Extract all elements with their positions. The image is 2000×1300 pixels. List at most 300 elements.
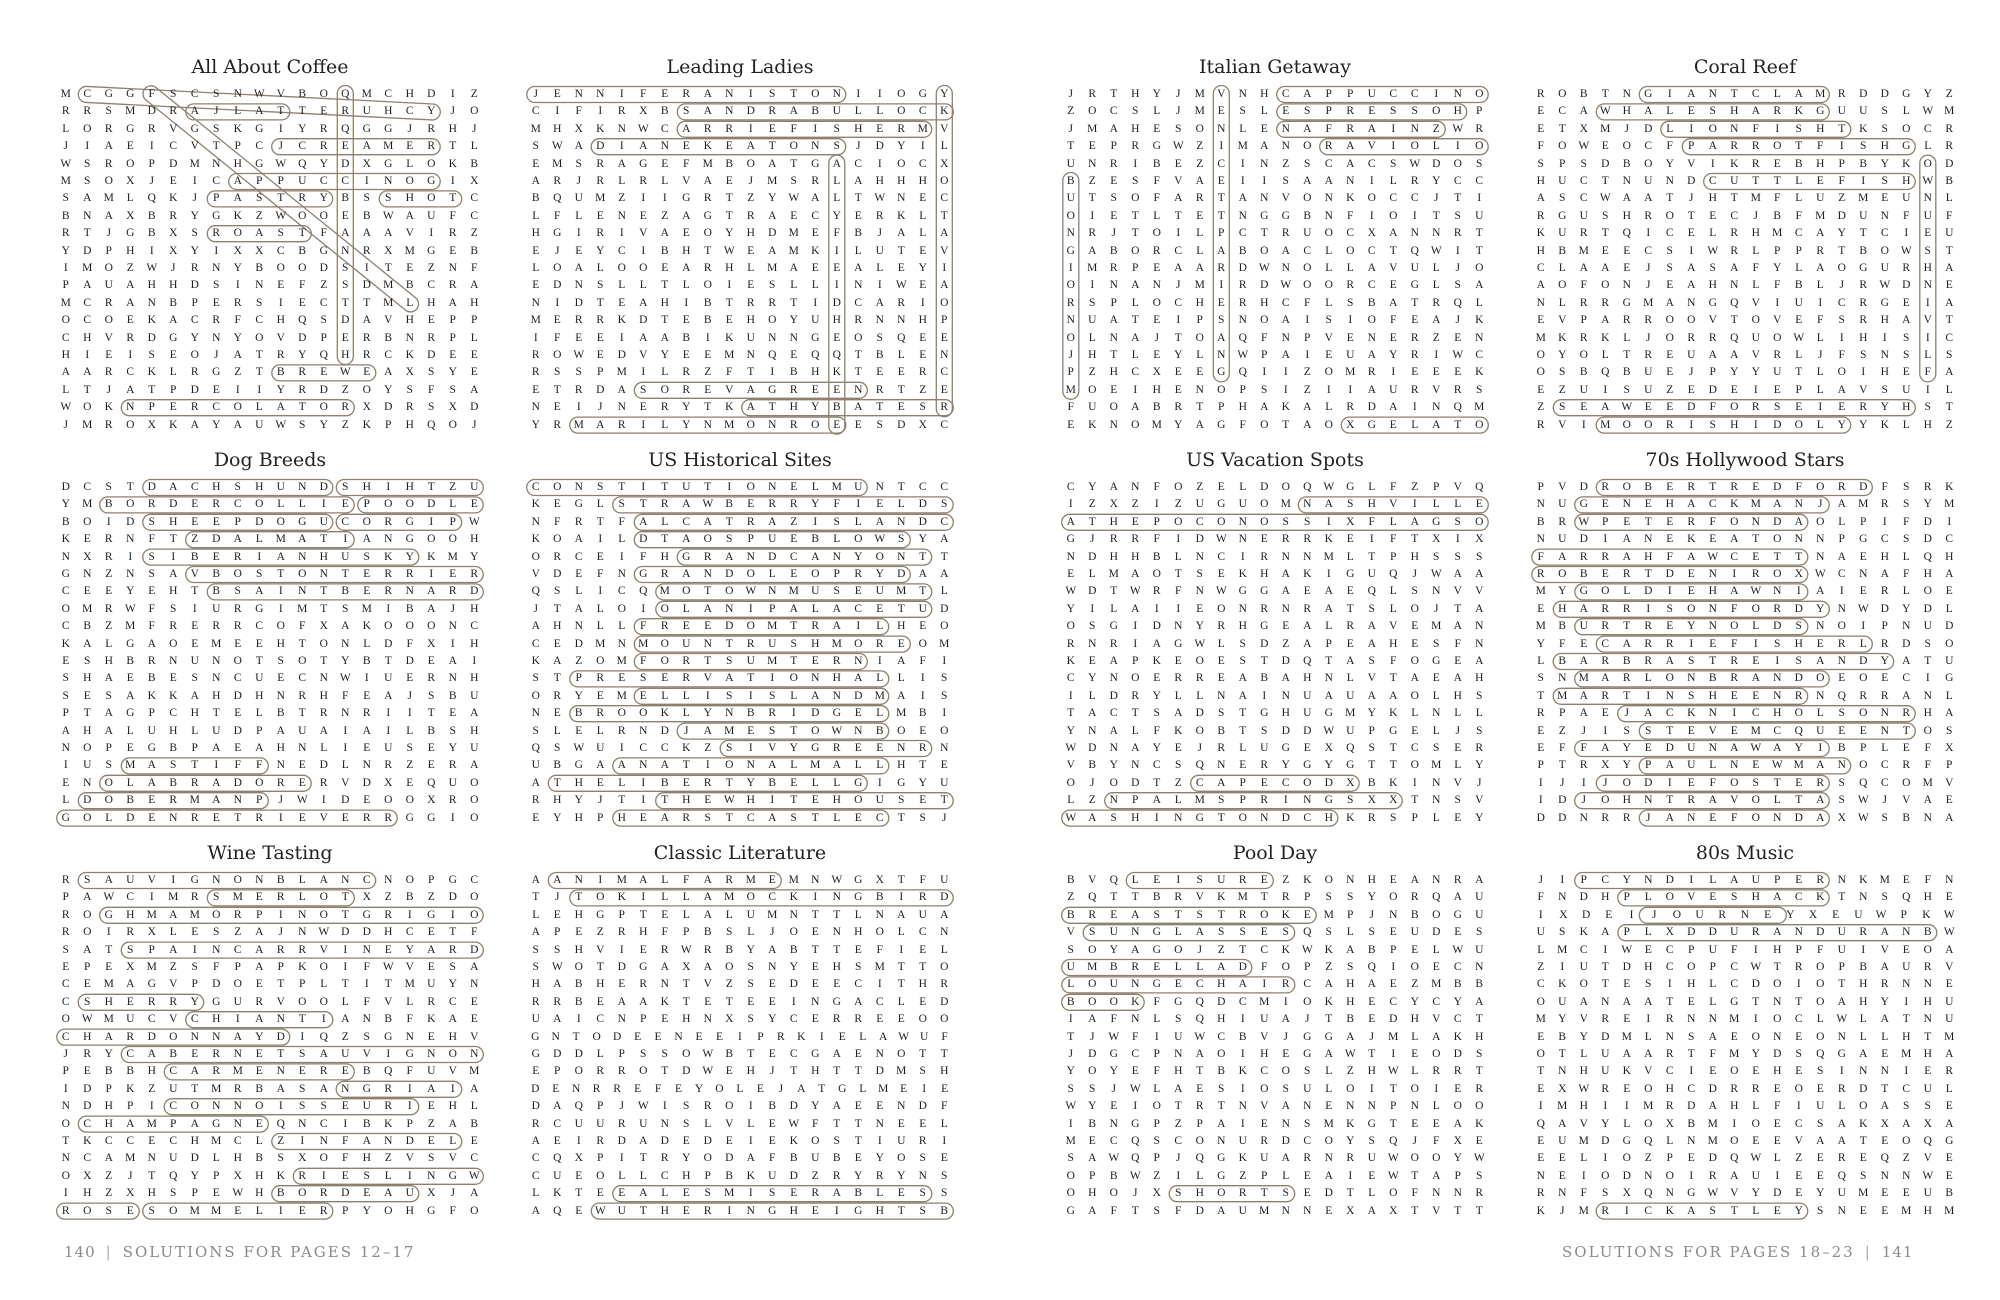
grid-letter: Y [190, 244, 199, 257]
grid-letter: E [1153, 262, 1161, 274]
grid-letter: O [212, 908, 221, 921]
grid-letter: E [1153, 672, 1161, 685]
grid-letter: E [1239, 759, 1247, 772]
grid-letter: S [62, 672, 69, 685]
grid-letter: O [61, 602, 70, 615]
grid-letter: I [278, 585, 283, 598]
grid-letter: G [1281, 209, 1290, 222]
grid-row [1060, 976, 1490, 993]
grid-letter: O [1303, 776, 1312, 789]
grid-letter: I [856, 498, 861, 511]
grid-letter: C [531, 1152, 540, 1165]
grid-letter: X [126, 1187, 135, 1200]
grid-letter: B [725, 498, 734, 511]
grid-letter: T [897, 602, 905, 615]
grid-letter: I [920, 140, 925, 153]
grid-letter: S [449, 383, 456, 396]
grid-letter: R [1453, 383, 1462, 396]
grid-letter: Z [470, 88, 478, 100]
grid-letter: D [1794, 811, 1803, 824]
grid-letter: R [384, 515, 393, 528]
grid-letter: T [341, 978, 349, 991]
grid-letter: E [1795, 874, 1803, 886]
grid-letter: O [1644, 157, 1653, 170]
grid-letter: O [362, 383, 371, 396]
grid-letter: U [897, 1135, 906, 1147]
grid-letter: Y [1558, 1013, 1567, 1026]
grid-letter: Q [1367, 961, 1376, 973]
grid-letter: T [1260, 227, 1268, 240]
grid-letter: I [278, 296, 283, 309]
grid-letter: N [233, 1100, 242, 1113]
grid-letter: S [1347, 794, 1354, 807]
grid-letter: U [746, 908, 755, 921]
grid-row [1060, 994, 1490, 1011]
grid-letter: F [1666, 550, 1673, 563]
grid-letter: O [1536, 366, 1545, 379]
grid-letter: R [212, 1065, 221, 1078]
grid-letter: A [531, 776, 540, 789]
grid-letter: F [234, 314, 241, 327]
grid-letter: L [1346, 550, 1354, 563]
grid-letter: J [192, 192, 197, 205]
grid-letter: I [364, 978, 369, 991]
grid-letter: I [450, 175, 455, 187]
grid-letter: P [1325, 637, 1332, 650]
grid-letter: H [104, 1100, 113, 1113]
grid-letter: P [1559, 707, 1566, 720]
grid-row [525, 583, 955, 600]
grid-letter: O [1665, 209, 1674, 222]
grid-letter: R [1601, 620, 1610, 633]
grid-letter: E [854, 811, 862, 824]
puzzle-pool-day [1060, 842, 1490, 1222]
grid-letter: E [768, 1135, 776, 1147]
grid-letter: J [407, 689, 412, 702]
grid-letter: V [276, 88, 285, 100]
grid-letter: S [1218, 794, 1225, 807]
grid-letter: E [1217, 481, 1225, 493]
grid-letter: I [748, 602, 753, 615]
grid-letter: N [768, 418, 777, 431]
grid-row [525, 705, 955, 722]
grid-letter: X [255, 244, 264, 257]
grid-letter: S [1218, 926, 1225, 939]
grid-letter: X [448, 401, 457, 414]
grid-letter: E [1773, 157, 1781, 170]
grid-row [525, 173, 955, 190]
grid-letter: O [1303, 995, 1312, 1008]
grid-letter: X [319, 620, 328, 633]
grid-row [55, 1011, 485, 1028]
grid-letter: O [319, 891, 328, 904]
grid-letter: O [255, 1100, 264, 1113]
grid-letter: R [212, 314, 221, 327]
grid-letter: W [551, 961, 563, 973]
grid-letter: N [1923, 1013, 1932, 1026]
grid-letter: F [1817, 140, 1824, 153]
grid-letter: O [298, 995, 307, 1008]
grid-letter: L [940, 1117, 948, 1130]
grid-letter: I [877, 88, 882, 100]
grid-letter: R [1923, 481, 1932, 493]
grid-letter: T [255, 655, 263, 667]
grid-letter: U [298, 724, 307, 737]
grid-letter: I [1240, 1013, 1245, 1026]
grid-letter: N [384, 1135, 393, 1147]
grid-letter: A [1880, 1013, 1889, 1026]
grid-letter: O [61, 1117, 70, 1130]
grid-letter: N [703, 1013, 712, 1026]
grid-letter: P [1153, 1117, 1160, 1130]
grid-letter: L [553, 724, 561, 737]
grid-letter: W [1215, 533, 1227, 546]
grid-letter: E [384, 943, 392, 956]
grid-letter: O [1324, 874, 1333, 886]
grid-letter: A [1367, 349, 1376, 361]
grid-letter: O [703, 533, 712, 546]
grid-letter: T [1110, 88, 1118, 100]
grid-letter: A [531, 926, 540, 939]
grid-letter: E [62, 776, 70, 789]
grid-letter: E [596, 349, 604, 361]
grid-letter: M [788, 244, 799, 257]
grid-letter: S [1946, 349, 1953, 361]
grid-letter: O [854, 533, 863, 546]
grid-letter: B [384, 1013, 393, 1026]
grid-letter: M [1858, 192, 1869, 205]
grid-letter: L [596, 262, 604, 274]
grid-letter: T [298, 227, 306, 240]
grid-letter: G [1303, 1048, 1312, 1060]
grid-letter: R [1152, 585, 1161, 598]
grid-letter: R [448, 585, 457, 598]
grid-letter: Z [105, 620, 113, 633]
grid-letter: I [343, 533, 348, 546]
grid-letter: K [1816, 891, 1825, 904]
grid-letter: Z [1303, 383, 1311, 396]
grid-letter: I [1154, 811, 1159, 824]
grid-letter: E [1601, 140, 1609, 153]
letter-grid [1060, 86, 1490, 434]
grid-letter: N [746, 349, 755, 361]
grid-letter: Q [1453, 401, 1462, 414]
grid-letter: G [854, 874, 863, 886]
grid-row [1530, 601, 1960, 618]
grid-letter: S [1752, 776, 1759, 789]
grid-letter: N [1109, 1117, 1118, 1130]
grid-letter: S [532, 961, 539, 973]
grid-letter: S [1368, 602, 1375, 615]
grid-letter: M [896, 585, 907, 598]
grid-letter: A [789, 105, 798, 118]
grid-letter: G [1260, 209, 1269, 222]
grid-letter: W [1065, 811, 1077, 824]
grid-letter: R [1859, 296, 1868, 309]
grid-letter: S [1623, 724, 1630, 737]
grid-letter: P [1390, 1100, 1397, 1113]
grid-row [55, 103, 485, 120]
grid-letter: A [1644, 995, 1653, 1008]
grid-letter: N [1902, 978, 1911, 991]
grid-letter: D [1794, 602, 1803, 615]
grid-letter: I [1839, 331, 1844, 344]
grid-letter: Y [1751, 366, 1760, 379]
grid-letter: E [747, 724, 755, 737]
grid-letter: F [1774, 279, 1781, 292]
grid-letter: T [818, 1082, 826, 1095]
grid-letter: N [1410, 122, 1419, 135]
puzzle-70s-hollywood-stars [1530, 449, 1960, 829]
grid-letter: E [790, 776, 798, 789]
grid-letter: O [1902, 122, 1911, 135]
grid-letter: C [83, 1152, 92, 1165]
grid-letter: D [126, 515, 135, 528]
grid-letter: U [832, 105, 841, 118]
grid-letter: T [596, 961, 604, 973]
grid-letter: U [1346, 689, 1355, 702]
grid-letter: Z [234, 926, 242, 939]
grid-letter: U [1854, 908, 1863, 921]
grid-letter: D [1195, 1204, 1204, 1217]
grid-letter: Y [233, 262, 242, 274]
grid-letter: A [1195, 926, 1204, 939]
grid-letter: G [126, 707, 135, 720]
grid-letter: O [169, 637, 178, 650]
grid-letter: S [1666, 244, 1673, 257]
grid-letter: U [1945, 655, 1954, 667]
grid-letter: G [427, 908, 436, 921]
grid-letter: P [62, 1065, 69, 1078]
grid-letter: C [918, 926, 927, 939]
grid-row [1060, 549, 1490, 566]
grid-letter: T [747, 366, 755, 379]
grid-letter: P [256, 794, 263, 807]
grid-letter: L [320, 742, 328, 754]
grid-letter: O [384, 620, 393, 633]
grid-letter: H [918, 978, 927, 991]
grid-letter: N [362, 759, 371, 772]
grid-letter: E [654, 1030, 662, 1043]
grid-letter: M [1087, 122, 1098, 135]
grid-letter: E [1174, 978, 1182, 991]
grid-letter: W [1387, 1169, 1399, 1182]
grid-letter: H [362, 1152, 371, 1165]
grid-letter: B [1109, 961, 1118, 973]
grid-letter: L [897, 995, 905, 1008]
grid-letter: Z [1196, 157, 1204, 170]
grid-letter: G [1174, 637, 1183, 650]
grid-letter: N [1816, 620, 1825, 633]
grid-letter: C [1217, 550, 1226, 563]
grid-letter: W [1452, 349, 1464, 361]
grid-letter: S [1559, 401, 1566, 414]
grid-letter: T [277, 568, 285, 580]
grid-letter: I [235, 279, 240, 292]
grid-row [1060, 872, 1490, 889]
grid-letter: N [768, 961, 777, 973]
grid-letter: O [1238, 811, 1247, 824]
grid-row [55, 1063, 485, 1080]
grid-letter: A [169, 908, 178, 921]
grid-letter: I [149, 1100, 154, 1113]
grid-letter: Z [449, 481, 457, 493]
grid-letter: N [854, 383, 863, 396]
grid-letter: M [1087, 262, 1098, 274]
grid-row [55, 138, 485, 155]
grid-letter: A [319, 1048, 328, 1060]
grid-letter: N [940, 742, 949, 754]
grid-letter: E [212, 296, 220, 309]
grid-letter: R [1303, 1152, 1312, 1165]
grid-letter: M [767, 262, 778, 274]
grid-letter: E [596, 331, 604, 344]
grid-letter: D [660, 724, 669, 737]
grid-letter: N [212, 1030, 221, 1043]
grid-letter: O [1088, 1065, 1097, 1078]
grid-letter: E [1623, 262, 1631, 274]
grid-letter: E [1110, 383, 1118, 396]
grid-letter: E [919, 995, 927, 1008]
grid-letter: I [1818, 401, 1823, 414]
grid-letter: W [573, 349, 585, 361]
grid-letter: E [341, 209, 349, 222]
grid-letter: F [1239, 418, 1246, 431]
grid-letter: G [1152, 926, 1161, 939]
grid-letter: H [1453, 689, 1462, 702]
grid-letter: D [147, 331, 156, 344]
grid-letter: R [126, 331, 135, 344]
grid-letter: A [682, 568, 691, 580]
grid-letter: T [747, 672, 755, 685]
grid-letter: P [1304, 961, 1311, 973]
grid-letter: G [405, 515, 414, 528]
grid-letter: A [897, 689, 906, 702]
grid-letter: C [212, 401, 221, 414]
grid-letter: L [1325, 1082, 1333, 1095]
grid-letter: T [1945, 401, 1953, 414]
grid-letter: R [448, 279, 457, 292]
grid-letter: E [596, 995, 604, 1008]
grid-letter: G [1859, 262, 1868, 274]
grid-letter: Z [1945, 88, 1953, 100]
grid-letter: R [319, 1187, 328, 1200]
grid-letter: E [212, 811, 220, 824]
grid-letter: E [1346, 331, 1354, 344]
grid-letter: O [1730, 776, 1739, 789]
grid-letter: R [1066, 296, 1075, 309]
grid-letter: N [255, 874, 264, 886]
grid-letter: T [661, 794, 669, 807]
grid-letter: O [940, 296, 949, 309]
grid-letter: W [1578, 515, 1590, 528]
grid-letter: S [833, 140, 840, 153]
grid-letter: Y [854, 550, 863, 563]
grid-letter: B [470, 1117, 479, 1130]
grid-row [1530, 173, 1960, 190]
grid-letter: S [1476, 1048, 1483, 1060]
grid-letter: S [299, 1048, 306, 1060]
grid-letter: A [768, 943, 777, 956]
grid-letter: N [639, 724, 648, 737]
grid-row [1060, 740, 1490, 757]
grid-letter: E [105, 585, 113, 598]
grid-letter: R [1475, 1082, 1484, 1095]
grid-letter: Z [1239, 1169, 1247, 1182]
grid-letter: E [1196, 1082, 1204, 1095]
grid-letter: R [553, 995, 562, 1008]
grid-letter: J [1090, 776, 1095, 789]
grid-letter: O [553, 533, 562, 546]
grid-letter: I [63, 1082, 68, 1095]
grid-letter: O [1601, 279, 1610, 292]
grid-letter: R [319, 707, 328, 720]
grid-letter: A [1367, 1204, 1376, 1217]
grid-row [525, 924, 955, 941]
grid-letter: P [191, 978, 198, 991]
grid-row [525, 243, 955, 260]
grid-letter: M [1194, 88, 1205, 100]
puzzle-leading-ladies [525, 56, 955, 436]
grid-letter: N [405, 1030, 414, 1043]
grid-letter: T [1601, 961, 1609, 973]
grid-letter: G [1346, 481, 1355, 493]
grid-letter: L [1773, 794, 1781, 807]
grid-letter: N [1195, 550, 1204, 563]
grid-letter: O [1644, 418, 1653, 431]
grid-letter: E [1389, 874, 1397, 886]
grid-letter: F [554, 515, 561, 528]
grid-letter: L [747, 1117, 755, 1130]
grid-letter: R [147, 655, 156, 667]
grid-letter: R [596, 227, 605, 240]
grid-letter: G [212, 995, 221, 1008]
grid-letter: D [574, 637, 583, 650]
grid-letter: E [1537, 724, 1545, 737]
grid-letter: X [1601, 759, 1610, 772]
grid-row [1530, 959, 1960, 976]
grid-letter: J [1068, 88, 1073, 100]
grid-letter: R [617, 724, 626, 737]
grid-row [1530, 757, 1960, 774]
grid-letter: A [384, 689, 393, 702]
grid-letter: B [104, 498, 113, 511]
grid-letter: W [594, 1204, 606, 1217]
grid-letter: E [449, 349, 457, 361]
grid-letter: I [321, 1169, 326, 1182]
grid-letter: G [190, 122, 199, 135]
grid-letter: H [596, 978, 605, 991]
grid-letter: A [746, 140, 755, 153]
grid-letter: R [617, 1117, 626, 1130]
grid-letter: A [1579, 655, 1588, 667]
grid-letter: A [897, 227, 906, 240]
grid-letter: B [1536, 515, 1545, 528]
grid-letter: Q [1622, 227, 1631, 240]
grid-letter: G [1152, 943, 1161, 956]
grid-letter: J [684, 724, 689, 737]
grid-letter: I [149, 244, 154, 257]
grid-row [1530, 723, 1960, 740]
grid-letter: S [449, 961, 456, 973]
grid-letter: C [1303, 1135, 1312, 1147]
grid-letter: F [1924, 759, 1931, 772]
grid-letter: S [1731, 891, 1738, 904]
grid-letter: A [1303, 637, 1312, 650]
grid-letter: S [640, 672, 647, 685]
grid-letter: S [1688, 655, 1695, 667]
grid-letter: N [1367, 1100, 1376, 1113]
